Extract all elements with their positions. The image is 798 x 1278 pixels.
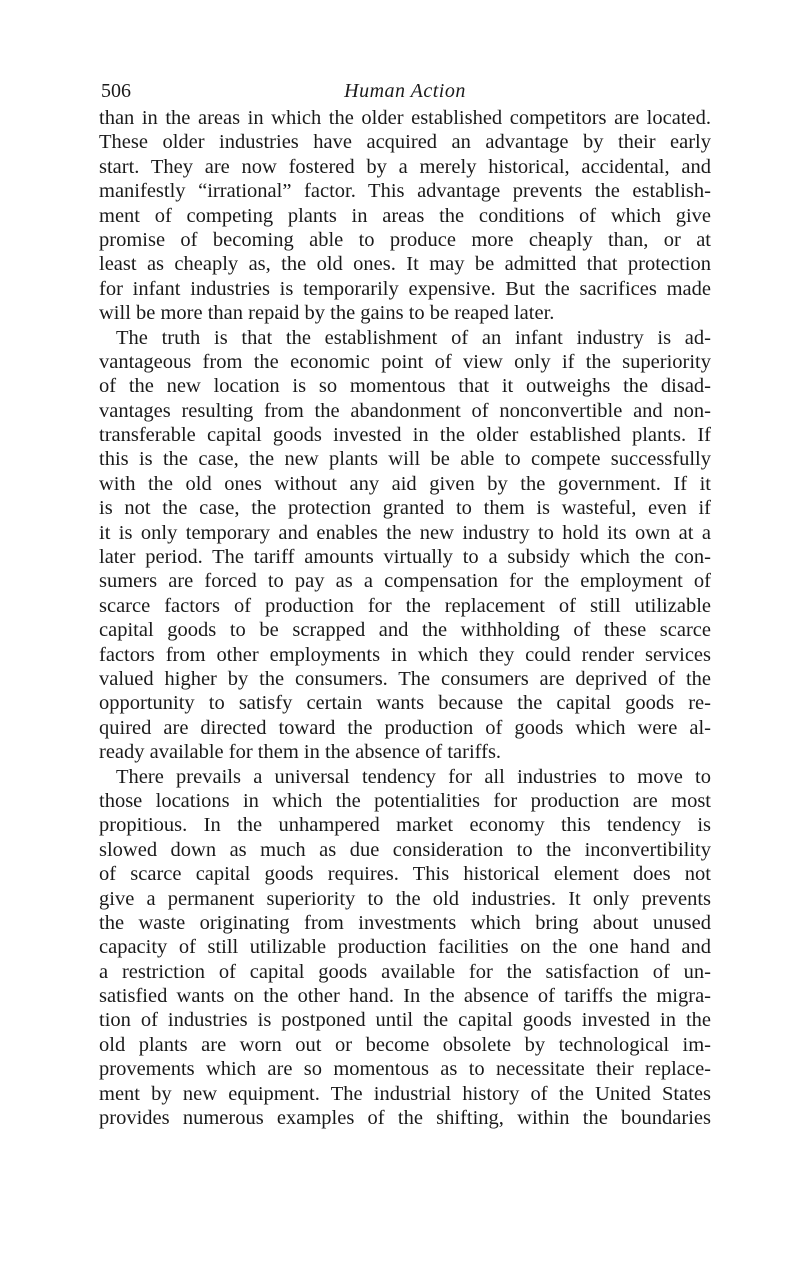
text-line: those locations in which the potentialities for production are most (99, 789, 711, 812)
text-line: for infant industries is temporarily expensive. But the sacrifices made (99, 277, 711, 300)
text-line: The truth is that the establishment of an infant industry is ad- (116, 326, 711, 349)
text-line: a restriction of capital goods available for the satisfaction of un- (99, 960, 711, 983)
text-line: scarce factors of production for the replacement of still utilizable (99, 594, 711, 617)
text-line: it is only temporary and enables the new industry to hold its own at a (99, 521, 711, 544)
text-line: promise of becoming able to produce more cheaply than, or at (99, 228, 711, 251)
text-line: ready available for them in the absence of tariffs. (99, 741, 502, 764)
text-line: old plants are worn out or become obsolete by technological im- (99, 1033, 711, 1056)
book-page (99, 76, 711, 1130)
text-line: ment of competing plants in areas the conditions of which give (99, 204, 711, 227)
text-line: than in the areas in which the older established competitors are located. (99, 107, 711, 129)
text-line: quired are directed toward the production of goods which were al- (99, 716, 711, 739)
text-line: sumers are forced to pay as a compensation for the employment of (99, 570, 711, 593)
text-line: least as cheaply as, the old ones. It may be admitted that protection (99, 253, 711, 276)
text-line: of the new location is so momentous that it outweighs the disad- (99, 375, 711, 398)
text-line: opportunity to satisfy certain wants because the capital goods re- (99, 692, 711, 715)
text-line: tion of industries is postponed until the capital goods invested in the (99, 1009, 711, 1032)
text-line: of scarce capital goods requires. This historical element does not (99, 863, 711, 886)
text-line: is not the case, the protection granted to them is wasteful, even if (99, 497, 711, 520)
text-line: provements which are so momentous as to necessitate their replace- (99, 1058, 711, 1081)
body-text (99, 106, 711, 1130)
text-line: this is the case, the new plants will be able to compete successfully (99, 448, 711, 471)
text-line: vantageous from the economic point of view only if the superiority (99, 350, 711, 373)
text-line: satisfied wants on the other hand. In the absence of tariffs the migra- (99, 985, 711, 1008)
text-line: vantages resulting from the abandonment of nonconvertible and non- (99, 399, 711, 422)
text-line: manifestly “irrational” factor. This advantage prevents the establish- (99, 180, 711, 203)
book-title: Human Action (344, 80, 466, 102)
text-line: factors from other employments in which they could render services (99, 643, 711, 666)
text-line: These older industries have acquired an advantage by their early (99, 131, 711, 154)
text-line: ment by new equipment. The industrial history of the United States (99, 1082, 711, 1105)
text-line: give a permanent superiority to the old industries. It only prevents (99, 887, 711, 910)
paragraph (99, 106, 711, 326)
paragraph (99, 326, 711, 765)
text-line: start. They are now fostered by a merely historical, accidental, and (99, 155, 711, 178)
text-line: transferable capital goods invested in the older established plants. If (99, 424, 711, 447)
text-line: the waste originating from investments which bring about unused (99, 911, 711, 934)
text-line: valued higher by the consumers. The consumers are deprived of the (99, 667, 711, 690)
page-number: 506 (101, 80, 131, 102)
running-head (99, 76, 711, 106)
text-line: will be more than repaid by the gains to be reaped later. (99, 302, 555, 325)
text-line: capacity of still utilizable production facilities on the one hand and (99, 936, 711, 959)
text-line: propitious. In the unhampered market economy this tendency is (99, 814, 711, 837)
text-line: later period. The tariff amounts virtually to a subsidy which the con- (99, 546, 711, 569)
text-line: There prevails a universal tendency for all industries to move to (116, 765, 711, 788)
paragraph (99, 765, 711, 1131)
text-line: slowed down as much as due consideration to the inconvertibility (99, 838, 711, 861)
text-line: with the old ones without any aid given by the government. If it (99, 472, 711, 495)
text-line: provides numerous examples of the shifting, within the boundaries (99, 1107, 711, 1130)
text-line: capital goods to be scrapped and the withholding of these scarce (99, 619, 711, 642)
